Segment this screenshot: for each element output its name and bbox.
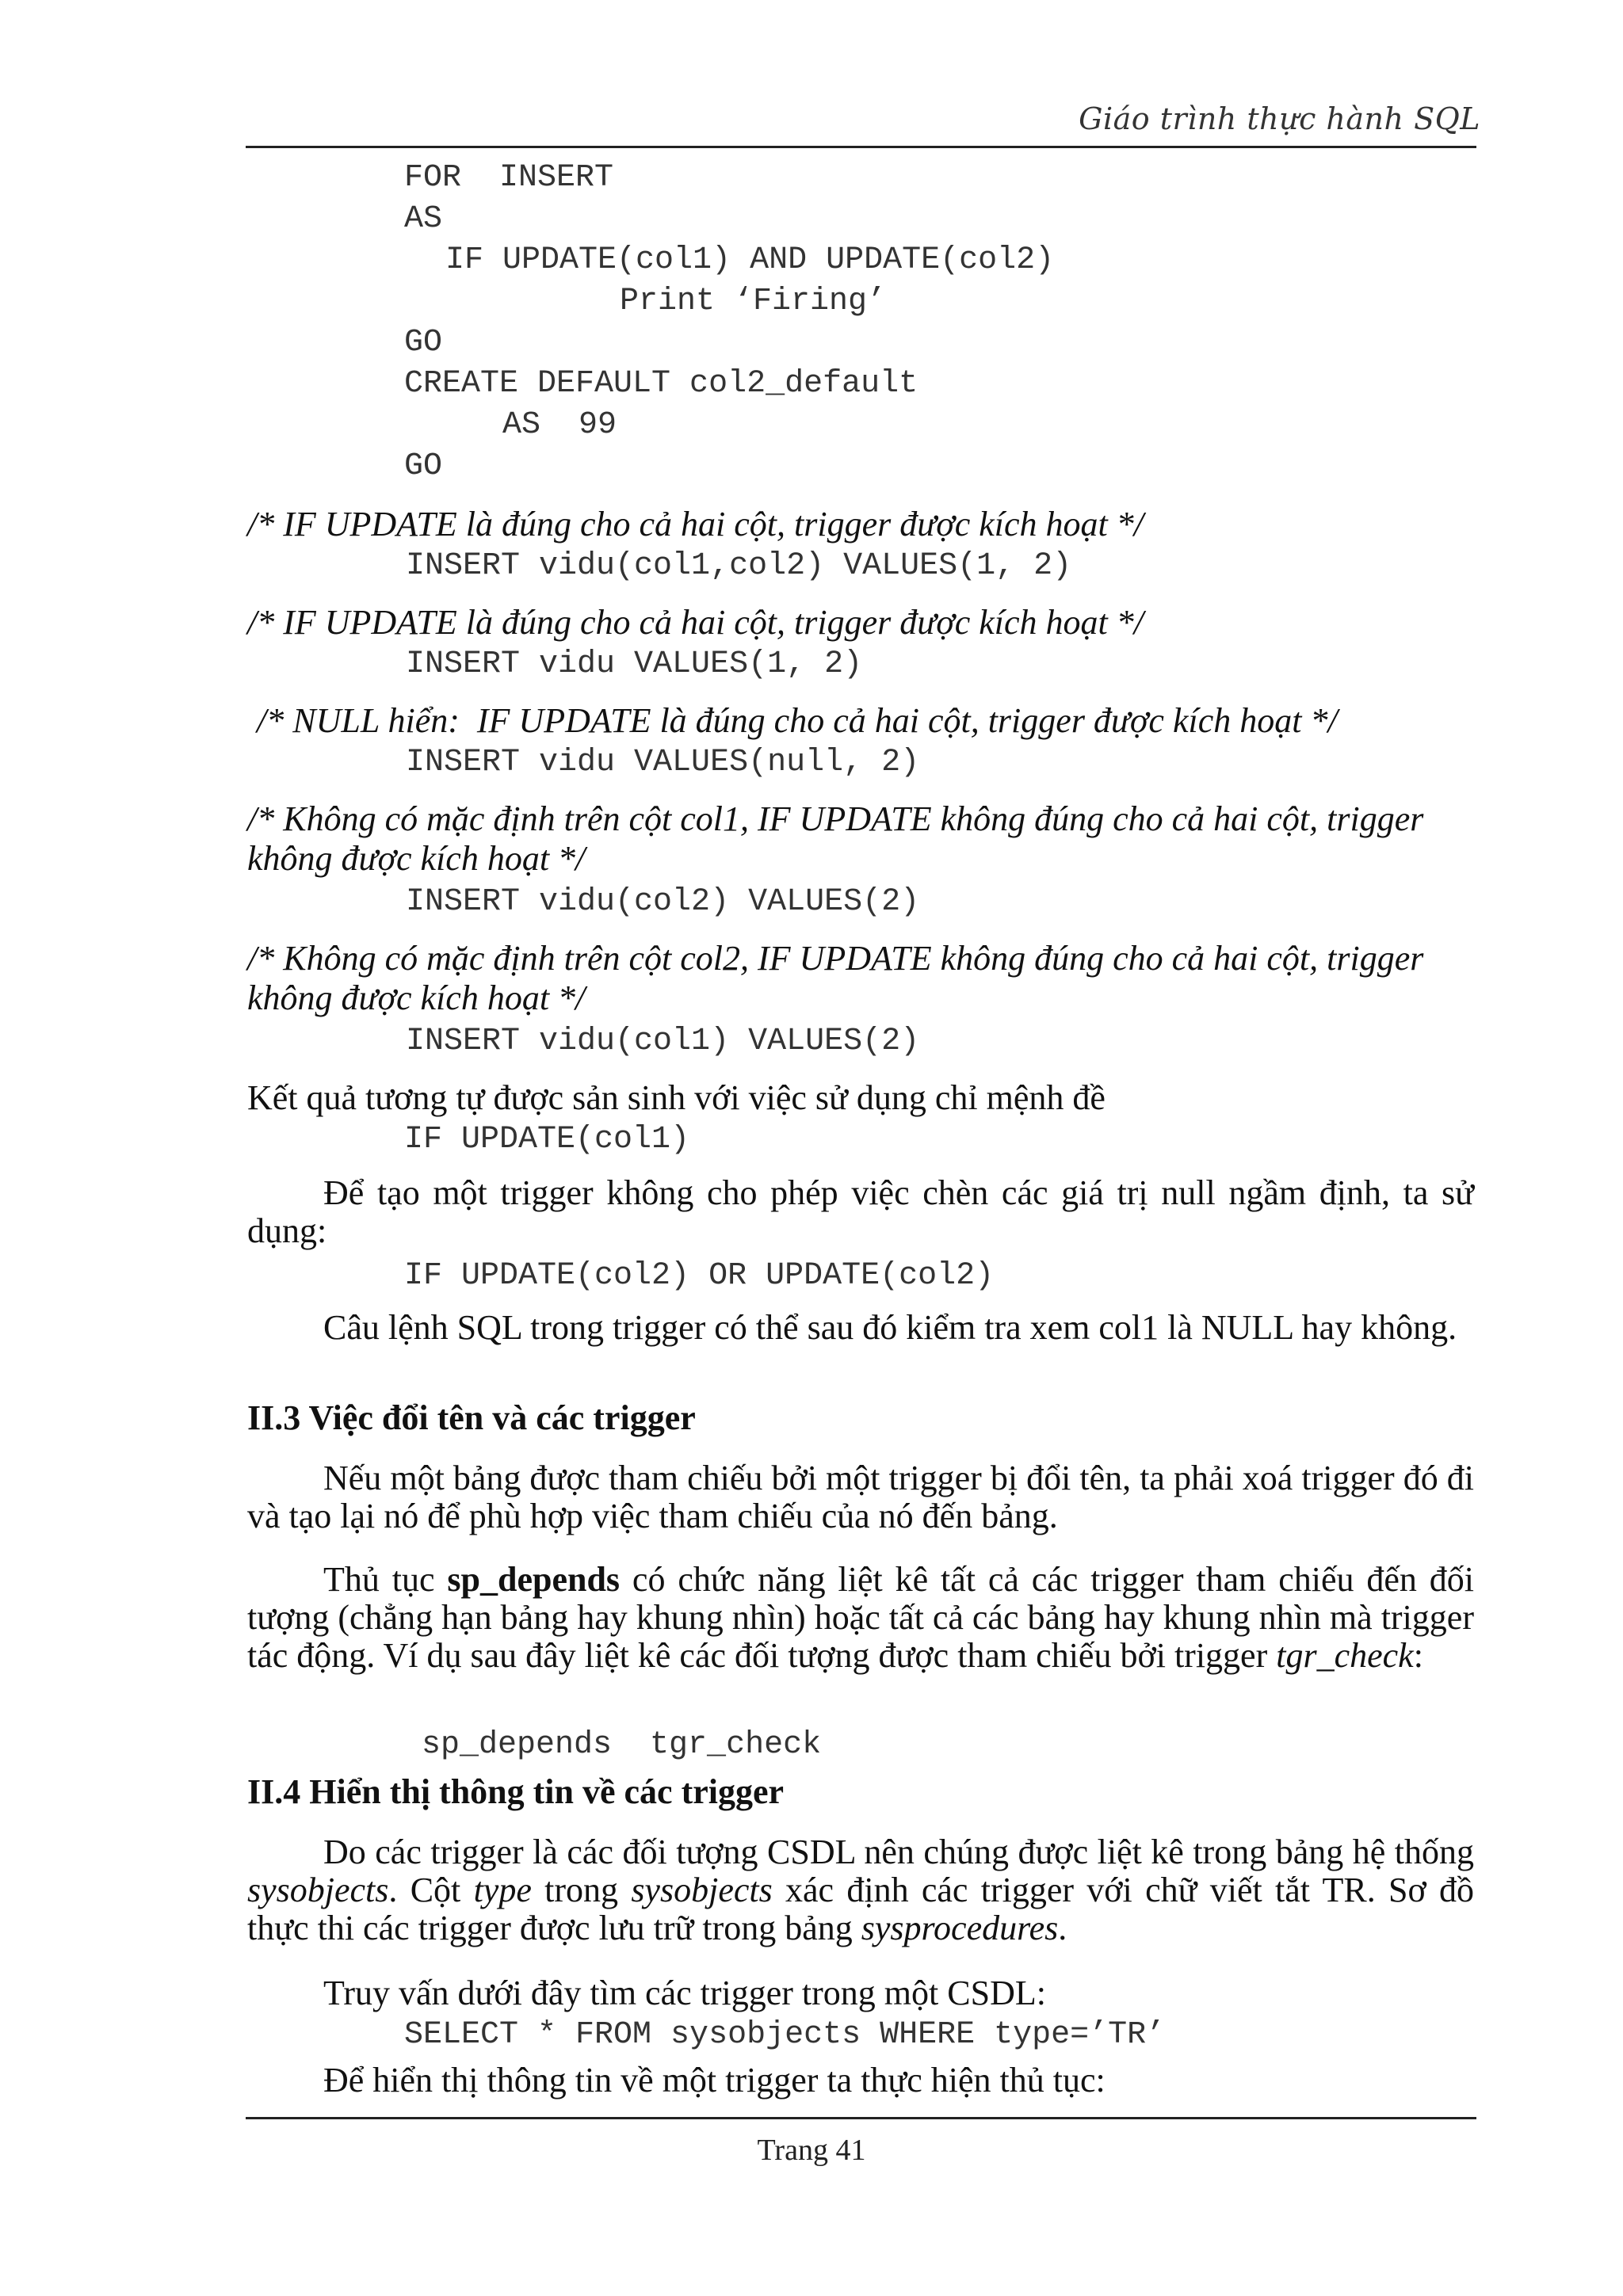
- code-line: sp_depends tgr_check: [422, 1727, 822, 1763]
- paragraph-null-check: Để tạo một trigger không cho phép việc chèn các giá trị null ngầm định, ta sử dụng:: [247, 1173, 1474, 1250]
- body-text: Truy vấn dưới đây tìm các trigger trong một CSDL:: [323, 1974, 1046, 2012]
- header-rule: [246, 146, 1476, 148]
- body-text: Kết quả tương tự được sản sinh với việc sử dụng chỉ mệnh đề: [247, 1078, 1106, 1117]
- section-heading-rename: II.3 Việc đổi tên và các trigger: [247, 1398, 696, 1437]
- code-line: IF UPDATE(col1): [404, 1122, 690, 1158]
- code-line: IF UPDATE(col1) AND UPDATE(col2): [445, 242, 1055, 278]
- code-line: FOR INSERT: [404, 160, 614, 196]
- code-comment: /* Không có mặc định trên cột col1, IF UPDATE không đúng cho cả hai cột, trigger: [247, 799, 1424, 838]
- keyword-sp-depends: sp_depends: [447, 1560, 621, 1599]
- code-comment: /* IF UPDATE là đúng cho cả hai cột, trigger được kích hoạt */: [247, 505, 1144, 543]
- paragraph-sysobjects: Do các trigger là các đối tượng CSDL nên chúng được liệt kê trong bảng hệ thống sysobjects. Cột type trong sysobjects xác định các trigger với chữ viết tắt TR. Sơ đồ thực thi các trigger được lưu trữ trong bảng sysprocedures.: [247, 1833, 1474, 1947]
- code-line: Print ‘Firing’: [620, 284, 887, 319]
- code-line: INSERT vidu VALUES(null, 2): [406, 745, 920, 780]
- page-number: Trang 41: [757, 2134, 866, 2167]
- section-heading-info: II.4 Hiển thị thông tin về các trigger: [247, 1772, 785, 1811]
- paragraph-sql-check: Câu lệnh SQL trong trigger có thể sau đó kiểm tra xem col1 là NULL hay không.: [323, 1308, 1457, 1347]
- code-line: INSERT vidu(col1) VALUES(2): [406, 1024, 920, 1059]
- body-text: Để hiển thị thông tin về một trigger ta thực hiện thủ tục:: [323, 2061, 1106, 2100]
- code-comment: không được kích hoạt */: [247, 978, 586, 1017]
- code-line: AS: [404, 201, 443, 237]
- code-line: IF UPDATE(col2) OR UPDATE(col2): [404, 1258, 995, 1294]
- code-comment: không được kích hoạt */: [247, 839, 586, 878]
- paragraph-rename: Nếu một bảng được tham chiếu bởi một trigger bị đổi tên, ta phải xoá trigger đó đi và tạo lại nó để phù hợp việc tham chiếu của nó đến bảng.: [247, 1459, 1474, 1535]
- header-title: Giáo trình thực hành SQL: [1079, 101, 1480, 136]
- code-comment: /* NULL hiển: IF UPDATE là đúng cho cả hai cột, trigger được kích hoạt */: [257, 701, 1338, 740]
- code-line: INSERT vidu(col1,col2) VALUES(1, 2): [406, 548, 1072, 584]
- footer-rule: [246, 2117, 1476, 2119]
- code-comment: /* IF UPDATE là đúng cho cả hai cột, trigger được kích hoạt */: [247, 603, 1144, 642]
- keyword-tgr-check: tgr_check: [1276, 1636, 1414, 1675]
- code-line: INSERT vidu(col2) VALUES(2): [406, 884, 920, 920]
- code-line: SELECT * FROM sysobjects WHERE type=’TR’: [404, 2017, 1166, 2053]
- code-line: GO: [404, 448, 443, 484]
- paragraph-sp-depends: Thủ tục sp_depends có chức năng liệt kê tất cả các trigger tham chiếu đến đối tượng (chẳng hạn bảng hay khung nhìn) hoặc tất cả các bảng hay khung nhìn mà trigger tác động. Ví dụ sau đây liệt kê các đối tượng được tham chiếu bởi trigger tgr_check:: [247, 1560, 1474, 1675]
- code-line: GO: [404, 325, 443, 360]
- code-line: INSERT vidu VALUES(1, 2): [406, 646, 863, 682]
- code-comment: /* Không có mặc định trên cột col2, IF UPDATE không đúng cho cả hai cột, trigger: [247, 939, 1424, 978]
- code-line: CREATE DEFAULT col2_default: [404, 366, 918, 402]
- code-line: AS 99: [502, 407, 617, 443]
